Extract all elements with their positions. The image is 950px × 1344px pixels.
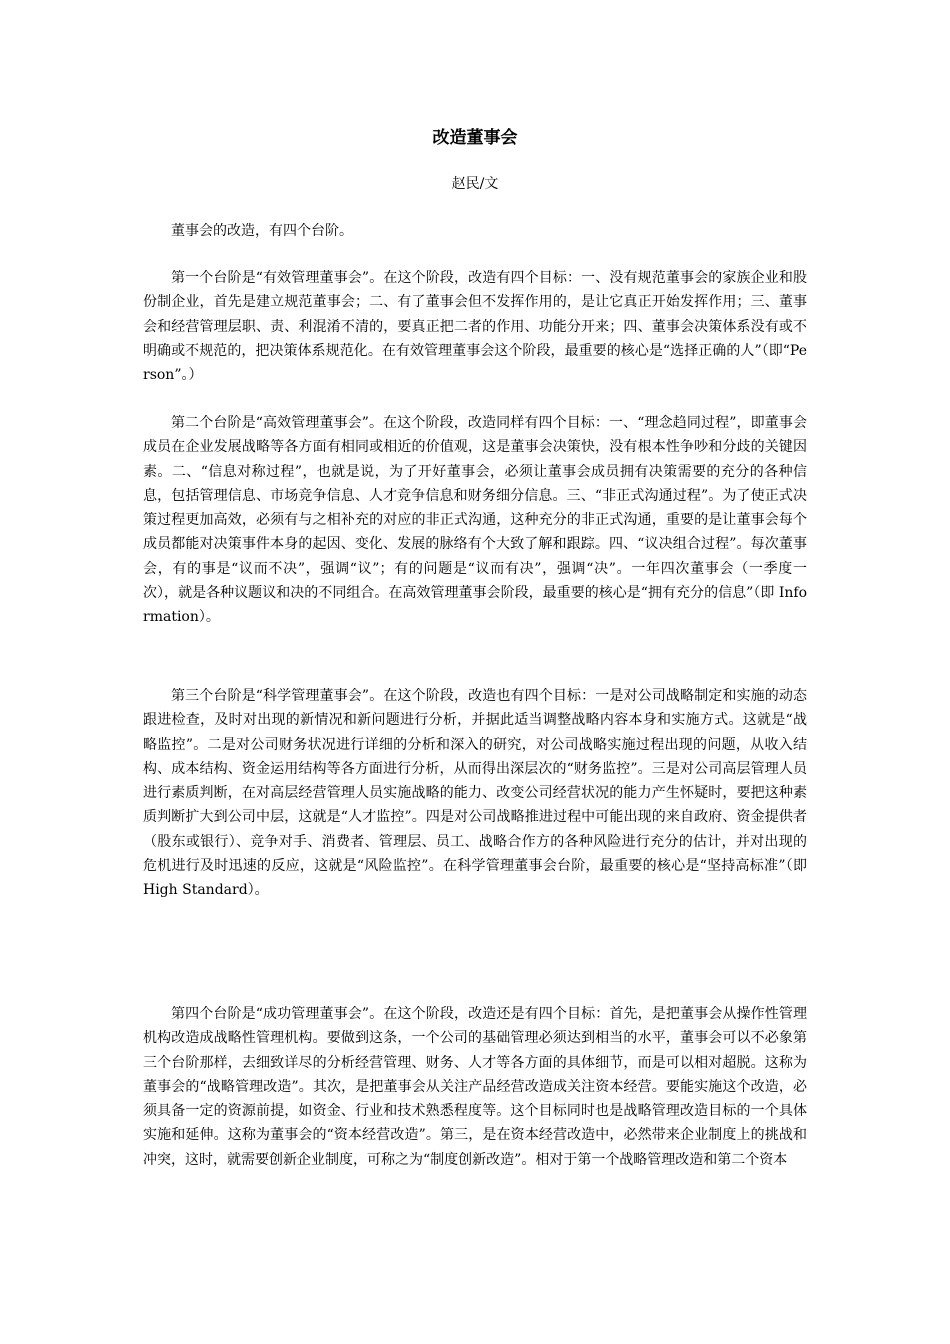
paragraph-step-four: 第四个台阶是“成功管理董事会”。在这个阶段，改造还是有四个目标：首先，是把董事会从操作性管理机构改造成战略性管理机构。要做到这条，一个公司的基础管理必须达到相当的水平，董事会可以不必象第三个台阶那样，去细致详尽的分析经营管理、财务、人才等各方面的具体细节，而是可以相对超脱。这称为董事会的“战略管理改造”。其次，是把董事会从关注产品经营改造成关注资本经营。要能实施这个改造，必须具备一定的资源前提，如资金、行业和技术熟悉程度等。这个目标同时也是战略管理改造目标的一个具体实施和延伸。这称为董事会的“资本经营改造”。第三，是在资本经营改造中，必然带来企业制度上的挑战和冲突，这时，就需要创新企业制度，可称之为“制度创新改造”。相对于第一个战略管理改造和第二个资本 [143,1006,807,1168]
paragraph-step-one: 第一个台阶是“有效管理董事会”。在这个阶段，改造有四个目标：一、没有规范董事会的家族企业和股份制企业，首先是建立规范董事会；二、有了董事会但不发挥作用的，是让它真正开始发挥作用；三、董事会和经营管理层职、责、利混淆不清的，要真正把二者的作用、功能分开来；四、董事会决策体系没有或不明确或不规范的，把决策体系规范化。在有效管理董事会这个阶段，最重要的核心是“选择正确的人”（即“Person”。） [143,270,807,384]
paragraph-intro: 董事会的改造，有四个台阶。 [171,223,353,239]
paragraph-step-two: 第二个台阶是“高效管理董事会”。在这个阶段，改造同样有四个目标：一、“理念趋同过程”，即董事会成员在企业发展战略等各方面有相同或相近的价值观，这是董事会决策快，没有根本性争吵和分歧的关键因素。二、“信息对称过程”，也就是说，为了开好董事会，必须让董事会成员拥有决策需要的充分的各种信息，包括管理信息、市场竞争信息、人才竞争信息和财务细分信息。三、“非正式沟通过程”。为了使正式决策过程更加高效，必须有与之相补充的对应的非正式沟通，这种充分的非正式沟通，重要的是让董事会每个成员都能对决策事件本身的起因、变化、发展的脉络有个大致了解和跟踪。四、“议决组合过程”。每次董事会，有的事是“议而不决”，强调“议”；有的问题是“议而有决”，强调“决”。一年四次董事会（一季度一次），就是各种议题议和决的不同组合。在高效管理董事会阶段，最重要的核心是“拥有充分的信息”（即 Information）。 [143,415,807,626]
paragraph-step-three: 第三个台阶是“科学管理董事会”。在这个阶段，改造也有四个目标：一是对公司战略制定和实施的动态跟进检查，及时对出现的新情况和新问题进行分析，并据此适当调整战略内容本身和实施方式。这就是“战略监控”。二是对公司财务状况进行详细的分析和深入的研究，对公司战略实施过程出现的问题，从收入结构、成本结构、资金运用结构等各方面进行分析，从而得出深层次的“财务监控”。三是对公司高层管理人员进行素质判断，在对高层经营管理人员实施战略的能力、改变公司经营状况的能力产生怀疑时，要把这种素质判断扩大到公司中层，这就是“人才监控”。四是对公司战略推进过程中可能出现的来自政府、资金提供者（股东或银行）、竞争对手、消费者、管理层、员工、战略合作方的各种风险进行充分的估计，并对出现的危机进行及时迅速的反应，这就是“风险监控”。在科学管理董事会台阶，最重要的核心是“坚持高标准”（即 High Standard）。 [143,688,807,899]
author-byline: 赵民/文 [451,176,499,192]
document-title: 改造董事会 [432,128,518,148]
